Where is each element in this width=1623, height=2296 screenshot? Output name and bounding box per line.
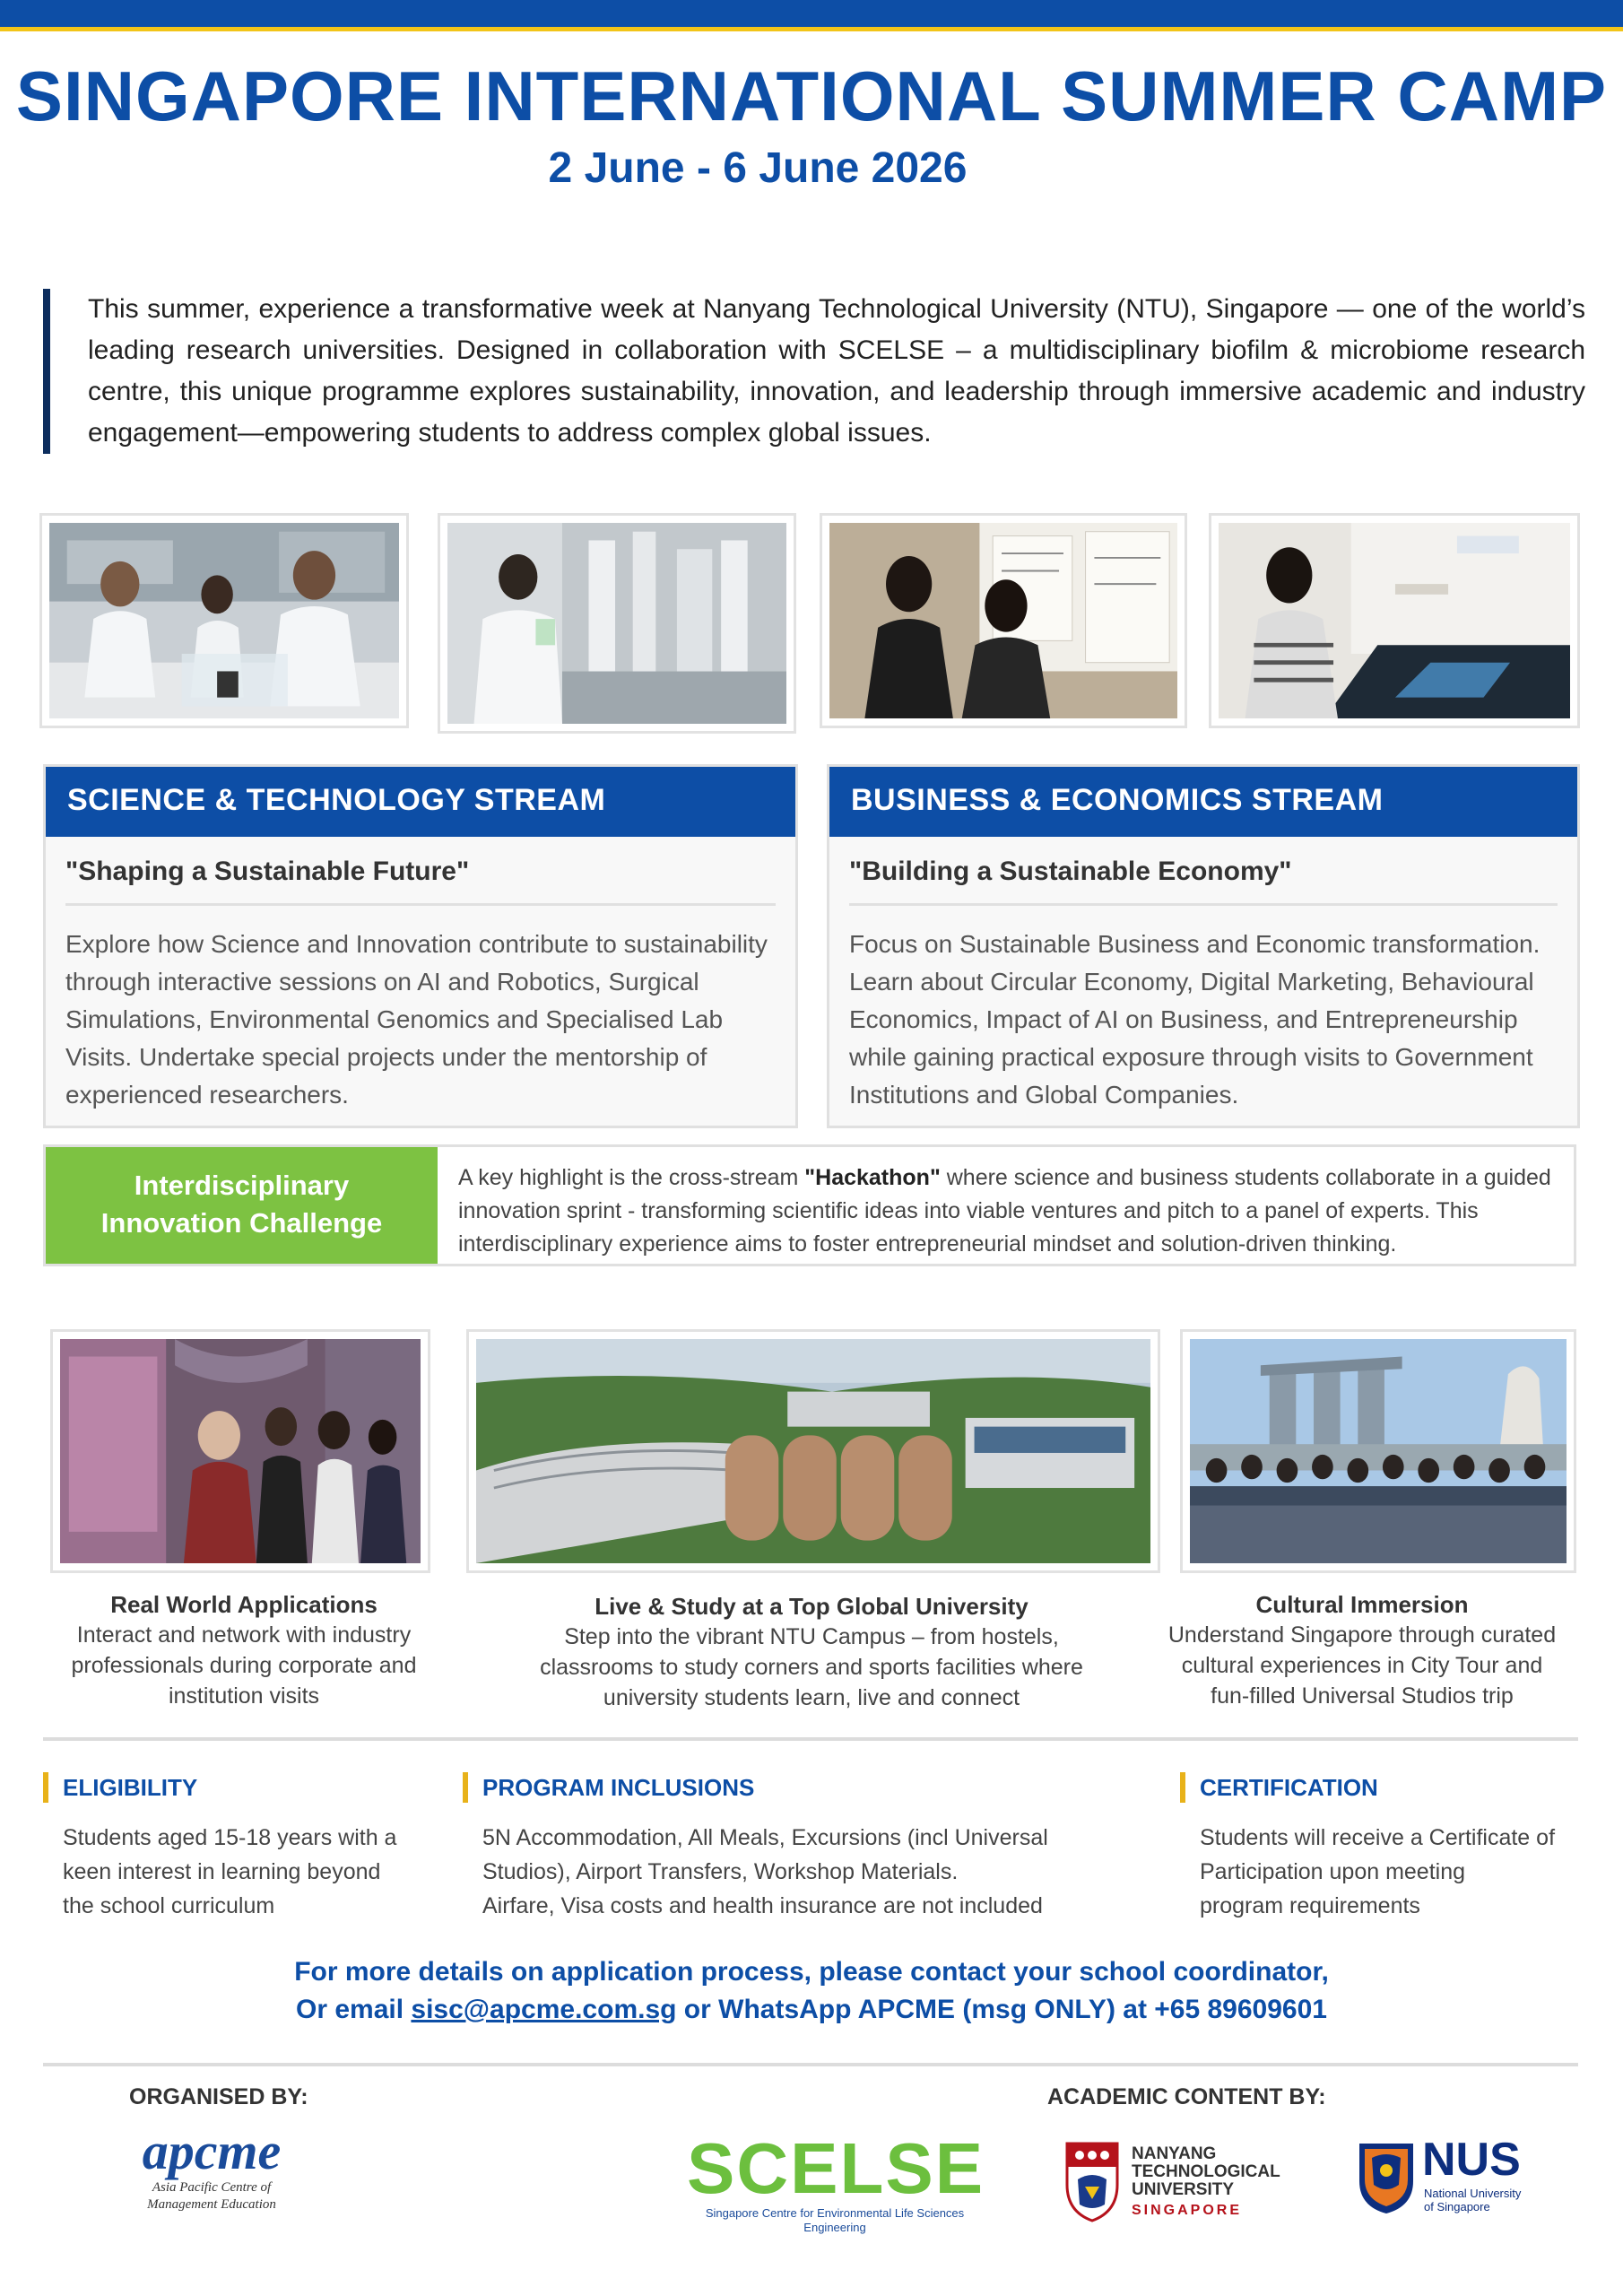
info-line: Participation upon meeting — [1200, 1859, 1466, 1884]
science-stream-heading: SCIENCE & TECHNOLOGY STREAM — [46, 767, 795, 837]
hackathon-text-end: where science and business students collaborate in a guided innovation sprint - transforming scientific ideas into viable ventures and pitch to a panel of experts. This interdisciplinary experience aims to foster entrepreneurial mindset and solution-driven thinking. — [458, 1165, 1551, 1257]
scelse-wordmark: SCELSE — [687, 2128, 985, 2208]
feature-top-global-university — [502, 1591, 1121, 1713]
info-line: program requirements — [1200, 1893, 1420, 1918]
eligibility-text — [43, 1821, 438, 1923]
program-inclusions-text — [463, 1821, 1108, 1923]
nus-logo — [1356, 2134, 1535, 2230]
eligibility-section — [43, 1772, 438, 1923]
business-stream-heading: BUSINESS & ECONOMICS STREAM — [829, 767, 1577, 837]
feature-line: Understand Singapore through curated — [1167, 1622, 1557, 1648]
section-divider — [43, 1737, 1578, 1741]
photo-industry-visit — [50, 1329, 430, 1573]
contact-details — [0, 1953, 1623, 2029]
innovation-label-line1: Interdisciplinary — [134, 1170, 350, 1201]
ntu-country: SINGAPORE — [1132, 2203, 1243, 2218]
apcme-tagline: Asia Pacific Centre of — [152, 2180, 272, 2195]
students-presenting-image — [829, 523, 1177, 718]
eligibility-heading: ELIGIBILITY — [43, 1772, 438, 1803]
photo-lab-scientist — [438, 513, 796, 734]
certification-section — [1180, 1772, 1584, 1923]
innovation-label-line2: Innovation Challenge — [100, 1207, 383, 1239]
apcme-tagline: Management Education — [147, 2197, 276, 2212]
info-line: keen interest in learning beyond — [63, 1859, 381, 1884]
info-line: Studios), Airport Transfers, Workshop Materials. — [482, 1859, 959, 1884]
feature-title: Cultural Immersion — [1255, 1591, 1469, 1618]
marina-bay-group-image — [1190, 1339, 1567, 1563]
ntu-logo — [1063, 2140, 1288, 2230]
nus-crest-icon — [1356, 2140, 1417, 2215]
photo-interactive-display — [1209, 513, 1580, 728]
feature-line: Step into the vibrant NTU Campus – from hostels, — [564, 1624, 1059, 1649]
photo-students-presenting — [820, 513, 1187, 728]
lab-researchers-image — [49, 523, 399, 718]
nus-wordmark: NUS — [1422, 2134, 1521, 2186]
academic-content-label: ACADEMIC CONTENT BY: — [1047, 2084, 1326, 2109]
scelse-logo — [687, 2128, 985, 2235]
business-economics-stream-card — [827, 764, 1580, 1128]
innovation-challenge-description — [458, 1161, 1561, 1261]
feature-cultural-immersion — [1151, 1589, 1573, 1711]
interactive-display-image — [1219, 523, 1570, 718]
top-banner-accent — [0, 27, 1623, 31]
innovation-challenge-label — [46, 1147, 438, 1264]
ntu-campus-image — [476, 1339, 1150, 1563]
info-line: Airfare, Visa costs and health insurance are not included — [482, 1893, 1043, 1918]
ntu-name-line: UNIVERSITY — [1132, 2180, 1235, 2199]
feature-line: fun-filled Universal Studios trip — [1211, 1683, 1514, 1709]
contact-line2 — [0, 1991, 1623, 2029]
ntu-name-line: TECHNOLOGICAL — [1132, 2162, 1280, 2181]
innovation-challenge-box — [43, 1144, 1576, 1266]
feature-line: Interact and network with industry — [76, 1622, 412, 1648]
page-title: SINGAPORE INTERNATIONAL SUMMER CAMP — [15, 57, 1608, 135]
contact-line1: For more details on application process, please contact your school coordinator, — [294, 1957, 1329, 1987]
ntu-crest-icon — [1063, 2140, 1121, 2222]
business-stream-description: Focus on Sustainable Business and Economic transformation. Learn about Circular Economy, Digital Marketing, Behavioural Economics, Impact of AI on Business, and Entrepreneurship while gaining practical exposure through visits to Government Institutions and Global Companies. — [849, 930, 1541, 1109]
camp-dates: 2 June - 6 June 2026 — [548, 144, 968, 192]
contact-whatsapp: or WhatsApp APCME (msg ONLY) at +65 89609601 — [676, 1995, 1327, 2024]
feature-title: Real World Applications — [110, 1591, 378, 1618]
hackathon-text-start: A key highlight is the cross-stream — [458, 1165, 805, 1190]
science-stream-description: Explore how Science and Innovation contribute to sustainability through interactive sessions on AI and Robotics, Surgical Simulations, Environmental Genomics and Specialised Lab Visits. Undertake special projects under the mentorship of experienced researchers. — [65, 930, 768, 1109]
ntu-name — [1132, 2145, 1280, 2199]
contact-email-link[interactable]: sisc@apcme.com.sg — [411, 1995, 677, 2024]
business-stream-subtitle: "Building a Sustainable Economy" — [849, 857, 1558, 906]
info-line: Students aged 15-18 years with a — [63, 1825, 397, 1850]
contact-email-prefix: Or email — [296, 1995, 412, 2024]
info-line: the school curriculum — [63, 1893, 275, 1918]
info-line: 5N Accommodation, All Meals, Excursions (incl Universal — [482, 1825, 1048, 1850]
feature-line: classrooms to study corners and sports facilities where — [540, 1655, 1083, 1680]
feature-real-world-applications — [50, 1589, 438, 1711]
certification-text — [1180, 1821, 1584, 1923]
science-stream-subtitle: "Shaping a Sustainable Future" — [65, 857, 776, 906]
certification-heading: CERTIFICATION — [1180, 1772, 1584, 1803]
feature-title: Live & Study at a Top Global University — [595, 1593, 1028, 1620]
industry-visit-image — [60, 1339, 421, 1563]
photo-marina-bay-group — [1180, 1329, 1576, 1573]
info-line: Students will receive a Certificate of — [1200, 1825, 1556, 1850]
program-inclusions-heading: PROGRAM INCLUSIONS — [463, 1772, 1108, 1803]
feature-line: cultural experiences in City Tour and — [1181, 1653, 1543, 1678]
science-technology-stream-card — [43, 764, 798, 1128]
hackathon-term: "Hackathon" — [804, 1165, 941, 1190]
ntu-name-line: NANYANG — [1132, 2144, 1217, 2163]
photo-lab-researchers — [39, 513, 409, 728]
nus-name — [1424, 2187, 1521, 2213]
scelse-tagline: Singapore Centre for Environmental Life Sciences Engineering — [705, 2206, 965, 2234]
nus-name-line: National University — [1424, 2187, 1522, 2200]
apcme-logo — [131, 2124, 292, 2213]
footer-divider — [43, 2063, 1578, 2066]
top-banner-bar — [0, 0, 1623, 27]
intro-paragraph: This summer, experience a transformative week at Nanyang Technological University (NTU), Singapore — one of the world’s leading research universities. Designed in collaboration with SCELSE – a multidisciplinary biofilm & microbiome research centre, this unique programme explores sustainability, innovation, and leadership through immersive academic and industry engagement—empowering students to address complex global issues. — [43, 289, 1585, 454]
feature-line: university students learn, live and connect — [603, 1685, 1020, 1710]
organised-by-label: ORGANISED BY: — [129, 2084, 308, 2109]
lab-scientist-image — [447, 523, 786, 724]
feature-line: professionals during corporate and — [71, 1653, 417, 1678]
nus-name-line: of Singapore — [1424, 2200, 1490, 2213]
program-inclusions-section — [463, 1772, 1108, 1923]
photo-ntu-campus — [466, 1329, 1160, 1573]
feature-line: institution visits — [168, 1683, 320, 1709]
apcme-wordmark: apcme — [142, 2122, 282, 2180]
